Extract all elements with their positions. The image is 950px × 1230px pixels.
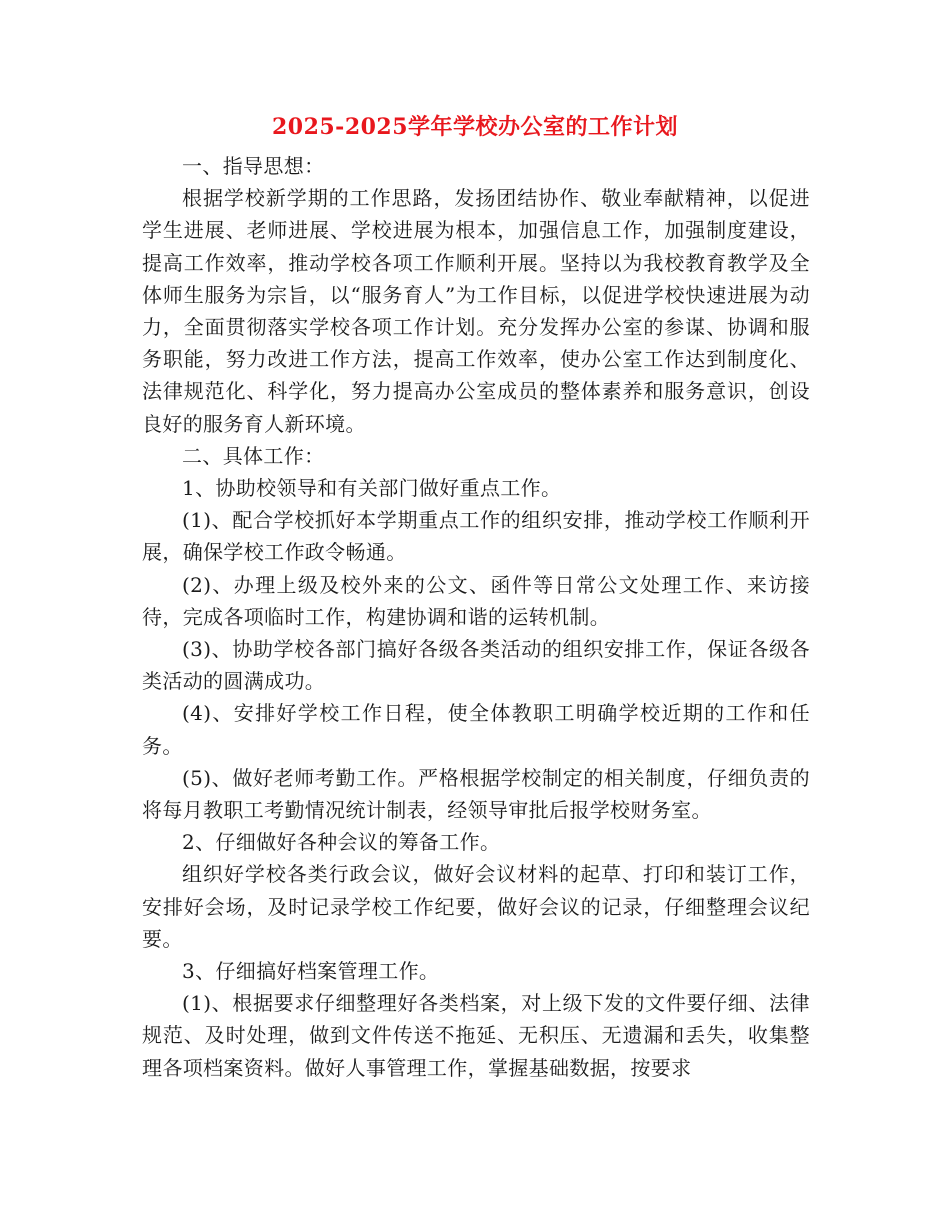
item-3-sub-1: (1)、根据要求仔细整理好各类档案，对上级下发的文件要仔细、法律规范、及时处理，做到文件传送不拖延、无积压、无遗漏和丢失，收集整理各项档案资料。做好人事管理工作，掌握基础数据，按要求: [142, 991, 810, 1080]
document-title: 2025-2025学年学校办公室的工作计划: [271, 114, 679, 140]
item-1-sub-2: (2)、办理上级及校外来的公文、函件等日常公文处理工作、来访接待，完成各项临时工作，构建协调和谐的运转机制。: [142, 572, 810, 629]
paragraph-guiding-thought: 根据学校新学期的工作思路，发扬团结协作、敬业奉献精神，以促进学生进展、老师进展、学校进展为根本，加强信息工作，加强制度建设，提高工作效率，推动学校各项工作顺利开展。坚持以为我校教育教学及全体师生服务为宗旨，以“服务育人”为工作目标，以促进学校快速进展为动力，全面贯彻落实学校各项工作计划。充分发挥办公室的参谋、协调和服务职能，努力改进工作方法，提高工作效率，使办公室工作达到制度化、法律规范化、科学化，努力提高办公室成员的整体素养和服务意识，创设良好的服务育人新环境。: [142, 186, 810, 436]
item-1-sub-1: (1)、配合学校抓好本学期重点工作的组织安排，推动学校工作顺利开展，确保学校工作政令畅通。: [142, 508, 810, 565]
document-body: [142, 150, 810, 1084]
heading-specific-work: 二、具体工作：: [182, 443, 325, 468]
item-1-sub-5: (5)、做好老师考勤工作。严格根据学校制定的相关制度，仔细负责的将每月教职工考勤情况统计制表，经领导审批后报学校财务室。: [142, 765, 810, 823]
item-2-paragraph: 组织好学校各类行政会议，做好会议材料的起草、打印和装订工作，安排好会场，及时记录学校工作纪要，做好会议的记录，仔细整理会议纪要。: [142, 862, 810, 951]
item-1-sub-4: (4)、安排好学校工作日程，使全体教职工明确学校近期的工作和任务。: [142, 701, 810, 758]
heading-guiding-thought: 一、指导思想：: [182, 154, 325, 178]
item-3-heading: 3、仔细搞好档案管理工作。: [182, 959, 440, 984]
item-1-sub-3: (3)、协助学校各部门搞好各级各类活动的组织安排工作，保证各级各类活动的圆满成功。: [142, 637, 810, 694]
item-1-heading: 1、协助校领导和有关部门做好重点工作。: [182, 476, 562, 501]
item-2-heading: 2、仔细做好各种会议的筹备工作。: [182, 830, 501, 855]
